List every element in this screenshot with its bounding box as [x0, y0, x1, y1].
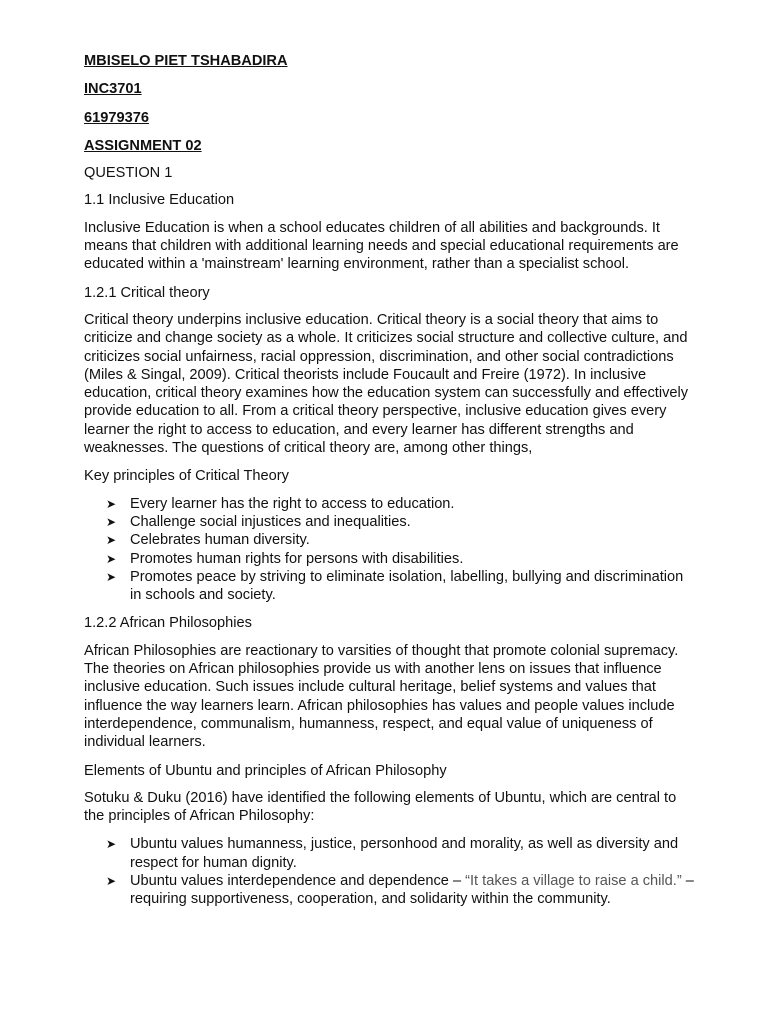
list-item: ➤ Celebrates human diversity. [106, 532, 310, 549]
section-1-1-heading: 1.1 Inclusive Education [84, 192, 235, 209]
ubuntu-heading: Elements of Ubuntu and principles of African Philosophy [84, 762, 447, 779]
list-item: ➤ Promotes peace by striving to eliminate isolation, labelling, bullying and discrimination in schools and society. [106, 568, 684, 604]
critical-principles-heading: Key principles of Critical Theory [84, 468, 289, 485]
section-1-2-1-body: Critical theory underpins inclusive education. Critical theory is a social theory that aims to criticize and change society as a whole. It criticizes social structure and collective culture, and criticizes social unfairness, racial oppression, discrimination, and other social contradictions (Miles & Singal, 2009). Critical theorists include Foucault and Freire (1972). In inclusive education, critical theory examines how the education system can successfully and effectively provide education to all. From a critical theory perspective, inclusive education gives every learner the right to access to education, and every learner has different strengths and weaknesses. The questions of critical theory are, among other things, [84, 311, 689, 457]
section-1-2-1-heading: 1.2.1 Critical theory [84, 284, 210, 301]
list-item: ➤ Every learner has the right to access to education. [106, 495, 455, 512]
list-item: ➤ Challenge social injustices and inequalities. [106, 513, 411, 530]
arrowhead-icon: ➤ [106, 569, 117, 584]
critical-principles-list [84, 495, 694, 605]
section-1-2-2-body: African Philosophies are reactionary to varsities of thought that promote colonial supremacy. The theories on African philosophies provide us with another lens on issues that influence inclusive education. Such issues include cultural heritage, belief systems and values that influence the way learners learn. African philosophies has values and people values include interdependence, communalism, humanness, respect, and equal value of uniqueness of individual learners. [84, 642, 679, 751]
arrowhead-icon: ➤ [106, 837, 117, 852]
ubuntu-elements-list [84, 835, 694, 908]
list-item: ➤ Ubuntu values humanness, justice, personhood and morality, as well as diversity and respect for human dignity. [106, 836, 679, 871]
ubuntu-intro: Sotuku & Duku (2016) have identified the following elements of Ubuntu, which are central to the principles of African Philosophy: [84, 789, 677, 825]
question-heading: QUESTION 1 [84, 165, 173, 182]
arrowhead-icon: ➤ [106, 514, 117, 529]
arrowhead-icon: ➤ [106, 551, 117, 566]
list-item: ➤ Promotes human rights for persons with disabilities. [106, 550, 464, 567]
document-body [84, 52, 694, 919]
village-quote: “It takes a village to raise a child.” [465, 872, 682, 889]
assignment-title: ASSIGNMENT 02 [84, 137, 202, 154]
section-1-2-2-heading: 1.2.2 African Philosophies [84, 615, 252, 632]
section-1-1-body: Inclusive Education is when a school educates children of all abilities and backgrounds. It means that children with additional learning needs and special educational requirements are educated within a 'mainstream' learning environment, rather than a specialist school. [84, 219, 679, 273]
arrowhead-icon: ➤ [106, 496, 117, 511]
author-name: MBISELO PIET TSHABADIRA [84, 53, 288, 69]
course-code: INC3701 [84, 81, 142, 98]
arrowhead-icon: ➤ [106, 533, 117, 548]
arrowhead-icon: ➤ [106, 873, 117, 888]
list-item: ➤ Ubuntu values interdependence and dependence – “It takes a village to raise a child.” – requiring supportiveness, cooperation, and solidarity within the community. [106, 872, 694, 908]
student-number: 61979376 [84, 109, 149, 126]
